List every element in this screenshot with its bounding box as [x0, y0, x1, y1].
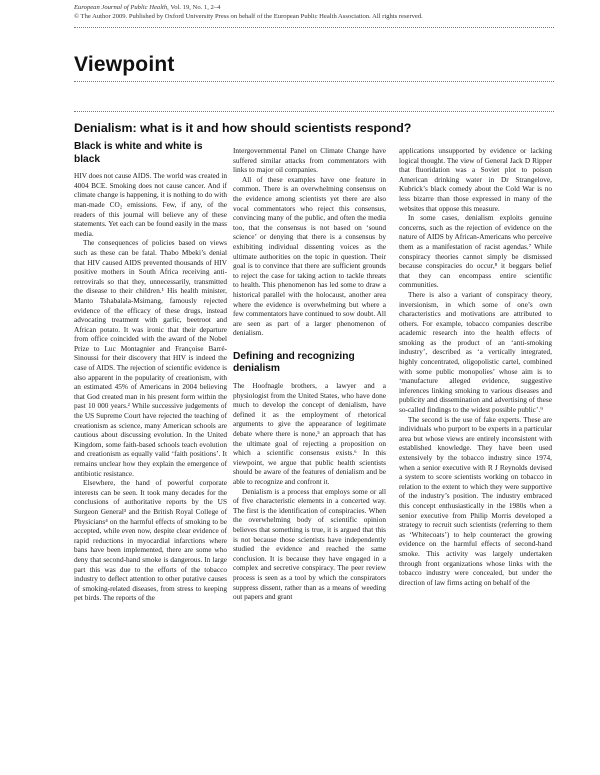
paragraph: Denialism is a process that employs some or all of five characteristic elements in a concerted way. The first is the identification of conspiracies. When the overwhelming body of scientific opinion believes that something is true, it is argued that this is not because those scientists have independently studied the evidence and reached the same conclusion. It is because they have engaged in a complex and secretive conspiracy. The peer review process is seen as a tool by which the conspirators suppress dissent, rather than as a means of weeding out papers and grant — [233, 486, 386, 602]
paragraph: The consequences of policies based on views such as these can be fatal. Thabo Mbeki’s denial that HIV caused AIDS prevented thousands of HIV positive mothers in South Africa receiving anti-retrovirals so that they, unnecessarily, transmitted the disease to their children.¹ His health minister, Manto Tshabalala-Msimang, famously rejected evidence of the efficacy of these drugs, instead advocating treatment with garlic, beetroot and African potato. It was ironic that their departure from office coincided with the award of the Nobel Prize to Luc Montagnier and Françoise Barré-Sinoussi for their discovery that HIV is indeed the case of AIDS. The rejection of scientific evidence is also apparent in the popularity of creationism, with an estimated 45% of Americans in 2004 believing that God created man in his present form within the past 10 000 years.² While successive judgements of the US Supreme Court have rejected the teaching of creationism as science, many American schools are cautious about discussing evolution. In the United Kingdom, some faith-based schools teach evolution and creationism as equally valid ‘faith positions’. It remains unclear how they explain the emergence of antibiotic resistance. — [74, 238, 227, 478]
column-3 — [399, 146, 552, 587]
subheading-defining-denialism: Defining and recognizing denialism — [233, 350, 355, 375]
paragraph: Intergovernmental Panel on Climate Change have suffered similar attacks from commentators with links to major oil companies. — [233, 146, 386, 175]
paragraph: Elsewhere, the hand of powerful corporate interests can be seen. It took many decades for the conclusions of authoritative reports by the US Surgeon General³ and the British Royal College of Physicians⁴ on the harmful effects of smoking to be accepted, while even now, despite clear evidence of rapid reductions in myocardial infarctions where bans have been implemented, there are some who deny that second-hand smoke is dangerous. In large part this was due to the efforts of the tobacco industry to deflect attention to other putative causes of smoking-related diseases, from stress to keeping pet birds. The reports of the — [74, 478, 227, 603]
paragraph: The second is the use of fake experts. These are individuals who purport to be experts in a particular area but whose views are entirely inconsistent with established knowledge. They have been used extensively by the tobacco industry since 1974, when a senior executive with R J Reynolds devised a system to score scientists working on tobacco in relation to the extent to which they were supportive of the industry’s position. The industry embraced this concept enthusiastically in the 1980s when a senior executive from Philip Morris developed a strategy to recruit such scientists (referring to them as ‘Whitecoats’) to help counteract the growing evidence on the harmful effects of second-hand smoke. This activity was largely undertaken through front organizations whose links with the tobacco industry were concealed, but under the direction of law firms acting on behalf of the — [399, 414, 552, 587]
paragraph: All of these examples have one feature in common. There is an overwhelming consensus on the evidence among scientists yet there are also vocal commentators who reject this consensus, convincing many of the public, and often the media too, that the consensus is not based on ‘sound science’ or denying that there is a consensus by exhibiting individual dissenting voices as the ultimate authorities on the topic in question. Their goal is to convince that there are sufficient grounds to reject the case for taking action to tackle threats to health. This phenomenon has led some to draw a historical parallel with the holocaust, another area where the evidence is overwhelming but where a few commentators have continued to sow doubt. All are seen as part of a larger phenomenon of denialism. — [233, 174, 386, 338]
column-1 — [74, 141, 227, 603]
paragraph: The Hoofnagle brothers, a lawyer and a physiologist from the United States, who have done much to develop the concept of denialism, have defined it as the employment of rhetorical arguments to give the appearance of legitimate debate where there is none,⁵ an approach that has the ultimate goal of rejecting a proposition on which a scientific consensus exists.⁶ In this viewpoint, we argue that public health scientists should be aware of the features of denialism and be able to recognize and confront it. — [233, 381, 386, 486]
section-label: Viewpoint — [74, 53, 175, 76]
paragraph: applications unsupported by evidence or lacking logical thought. The view of General Jack D Ripper that fluoridation was a Soviet plot to poison American drinking water in Dr Strangelove, Kubrick’s black comedy about the Cold War is no less bizarre than those expressed in many of the websites that oppose this measure. — [399, 146, 552, 213]
subheading-black-is-white: Black is white and white is black — [74, 141, 203, 165]
paragraph: In some cases, denialism exploits genuine concerns, such as the rejection of evidence on the nature of AIDS by African-Americans who perceive them as a manifestation of racist agendas.⁷ While conspiracy theories cannot simply be dismissed because conspiracies do occur,⁸ it beggars belief that they can encompass entire scientific communities. — [399, 213, 552, 290]
article-title: Denialism: what is it and how should scientists respond? — [74, 121, 412, 135]
journal-volume: , Vol. 19, No. 1, 2–4 — [167, 4, 221, 11]
journal-name: European Journal of Public Health — [74, 4, 168, 11]
header-rule-bottom — [74, 81, 554, 82]
copyright-notice: © The Author 2009. Published by Oxford University Press on behalf of the European Public Health Association. All rights reserved. — [74, 12, 423, 20]
journal-header — [74, 4, 554, 21]
column-2 — [233, 146, 386, 602]
paragraph: HIV does not cause AIDS. The world was created in 4004 BCE. Smoking does not cause cancer. And if climate change is happening, it is nothing to do with man-made CO₂ emissions. Few, if any, of the readers of this journal will believe any of these statements. Yet each can be found easily in the mass media. — [74, 171, 227, 238]
title-rule — [74, 111, 554, 112]
header-rule-top — [74, 27, 554, 28]
paragraph: There is also a variant of conspiracy theory, inversionism, in which some of one’s own characteristics and motivations are attributed to others. For example, tobacco companies describe academic research into the health effects of smoking as the product of an ‘anti-smoking industry’, described as ‘a vertically integrated, highly concentrated, oligopolistic cartel, combined with some public monopolies’ whose aim is to ‘manufacture alleged evidence, suggestive inferences linking smoking to various diseases and publicity and dissemination and advertising of these so-called findings to the widest possible public’.⁹ — [399, 289, 552, 415]
journal-citation — [74, 4, 554, 13]
